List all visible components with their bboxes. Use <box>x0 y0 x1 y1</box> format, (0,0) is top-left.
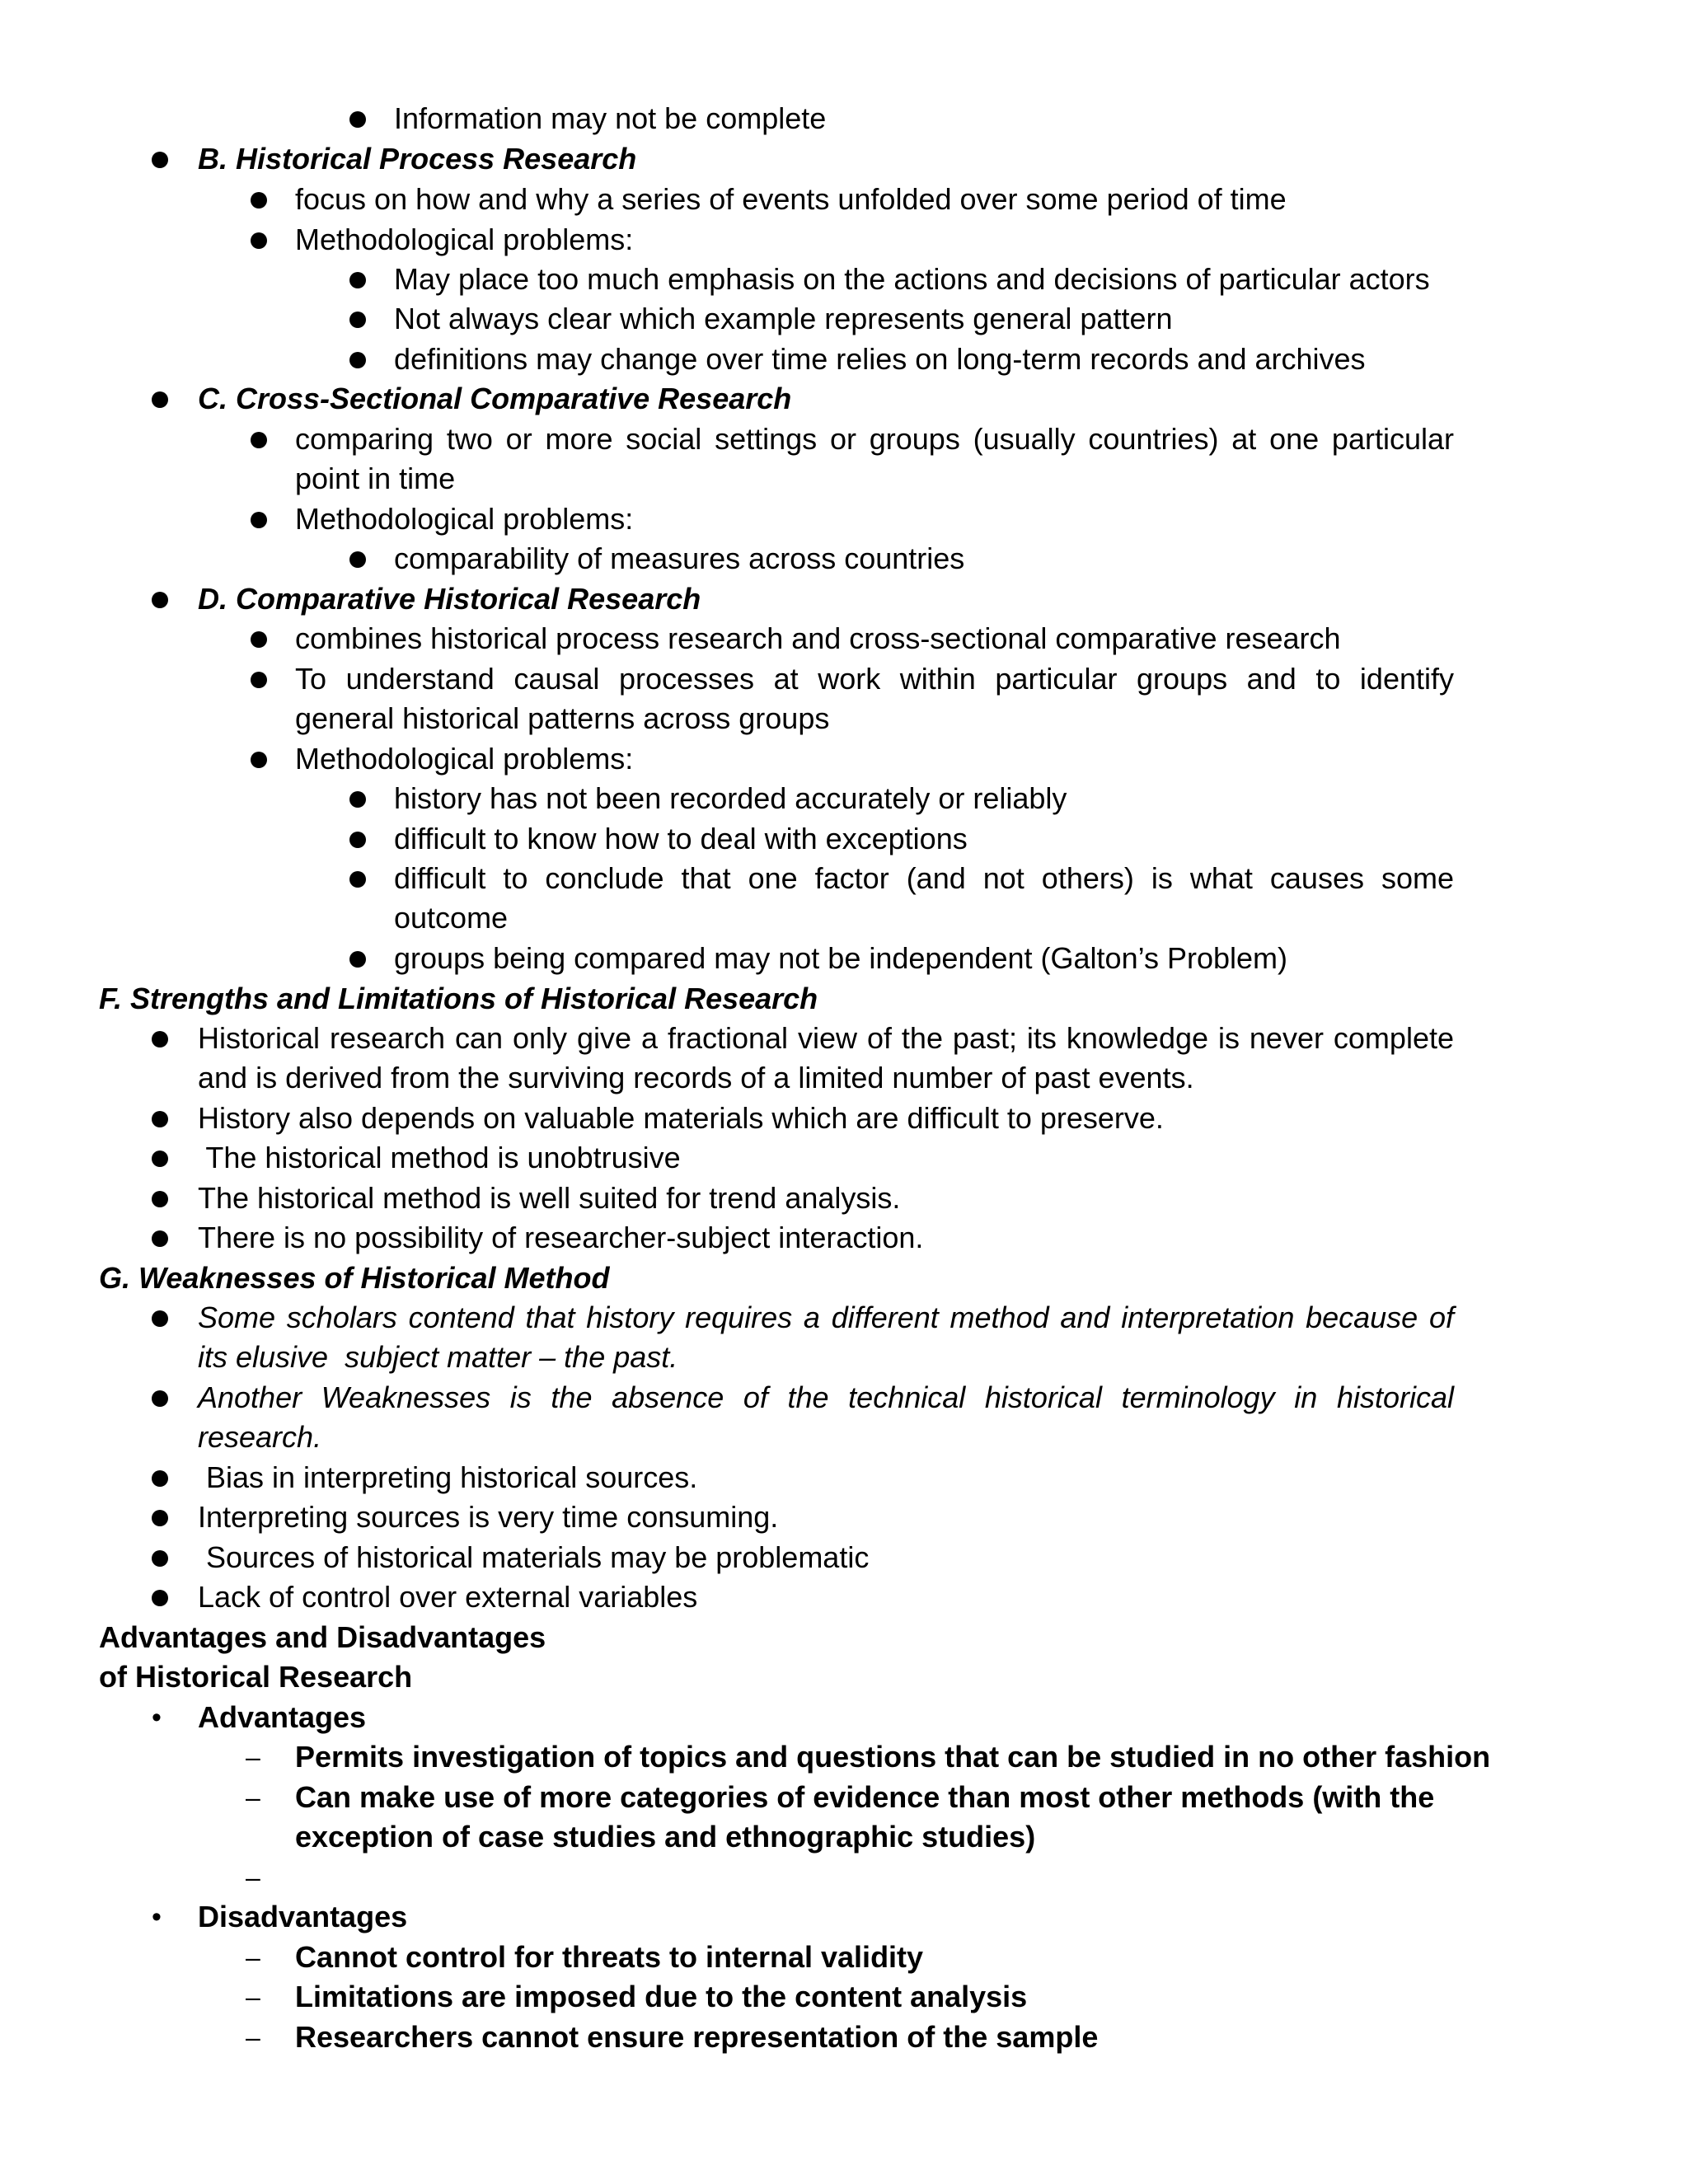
list-item: difficult to know how to deal with exceptions <box>394 822 968 855</box>
list-item: To understand causal processes at work within particular groups and to identify <box>295 662 1454 696</box>
list-item-continuation: general historical patterns across groups <box>295 701 830 735</box>
list-item: Methodological problems: <box>295 223 634 256</box>
small-bullet-icon: • <box>152 1901 162 1933</box>
list-item: Advantages <box>198 1700 367 1734</box>
bullet-icon <box>349 791 366 808</box>
bullet-icon <box>152 1390 168 1407</box>
dash-icon: – <box>246 1863 260 1892</box>
list-item: May place too much emphasis on the actions and decisions of particular actors <box>394 262 1430 296</box>
bullet-icon <box>251 232 267 249</box>
bullet-icon <box>349 951 366 968</box>
section-heading-continuation: of Historical Research <box>99 1660 413 1694</box>
list-item: history has not been recorded accurately or reliably <box>394 781 1067 815</box>
list-item: Can make use of more categories of evidence than most other methods (with the <box>295 1780 1435 1814</box>
bullet-icon <box>152 1550 168 1567</box>
bullet-icon <box>251 752 267 768</box>
dash-icon: – <box>246 2022 260 2052</box>
list-item: definitions may change over time relies on long-term records and archives <box>394 342 1366 376</box>
bullet-icon <box>152 152 168 168</box>
list-item-continuation: point in time <box>295 462 456 495</box>
bullet-icon <box>349 352 366 368</box>
section-heading: Advantages and Disadvantages <box>99 1620 546 1654</box>
list-item: Interpreting sources is very time consuming. <box>198 1500 779 1534</box>
list-item: Methodological problems: <box>295 502 634 536</box>
list-item: History also depends on valuable materials which are difficult to preserve. <box>198 1101 1164 1135</box>
list-item: Bias in interpreting historical sources. <box>198 1460 698 1494</box>
bullet-icon <box>152 1470 168 1487</box>
list-item-continuation: research. <box>198 1420 322 1454</box>
bullet-icon <box>152 1230 168 1247</box>
bullet-icon <box>251 631 267 648</box>
bullet-icon <box>251 192 267 209</box>
list-item: Disadvantages <box>198 1900 408 1933</box>
bullet-icon <box>152 1510 168 1526</box>
list-item: Not always clear which example represents general pattern <box>394 302 1173 335</box>
subsection-heading: C. Cross-Sectional Comparative Research <box>198 382 792 415</box>
list-item: There is no possibility of researcher-subject interaction. <box>198 1221 924 1254</box>
list-item: comparability of measures across countries <box>394 541 965 575</box>
bullet-icon <box>152 1031 168 1047</box>
bullet-icon <box>152 592 168 608</box>
bullet-icon <box>152 391 168 408</box>
bullet-icon <box>349 871 366 888</box>
list-item: comparing two or more social settings or groups (usually countries) at one particular <box>295 422 1454 456</box>
list-item-continuation: and is derived from the surviving records of a limited number of past events. <box>198 1061 1194 1094</box>
dash-icon: – <box>246 1982 260 2012</box>
list-item-continuation: exception of case studies and ethnographic studies) <box>295 1820 1036 1854</box>
list-item: combines historical process research and cross-sectional comparative research <box>295 621 1341 655</box>
bullet-icon <box>152 1111 168 1127</box>
section-heading: G. Weaknesses of Historical Method <box>99 1261 610 1295</box>
list-item: Historical research can only give a fractional view of the past; its knowledge is never complete <box>198 1021 1454 1055</box>
list-item: The historical method is unobtrusive <box>198 1141 681 1174</box>
list-item: Permits investigation of topics and questions that can be studied in no other fashion <box>295 1740 1491 1774</box>
list-item: difficult to conclude that one factor (and not others) is what causes some <box>394 861 1454 895</box>
bullet-icon <box>251 512 267 528</box>
list-item: Cannot control for threats to internal validity <box>295 1940 924 1974</box>
dash-icon: – <box>246 1943 260 1972</box>
dash-icon: – <box>246 1742 260 1772</box>
list-item: The historical method is well suited for trend analysis. <box>198 1181 901 1215</box>
bullet-icon <box>349 111 366 128</box>
small-bullet-icon: • <box>152 1702 162 1733</box>
bullet-icon <box>152 1191 168 1207</box>
list-item-continuation: outcome <box>394 901 509 935</box>
bullet-icon <box>349 832 366 848</box>
list-item: Another Weaknesses is the absence of the technical historical terminology in historical <box>198 1380 1454 1414</box>
bullet-icon <box>251 432 267 448</box>
subsection-heading: B. Historical Process Research <box>198 142 637 176</box>
bullet-icon <box>251 672 267 688</box>
dash-icon: – <box>246 1783 260 1812</box>
list-item: Some scholars contend that history requires a different method and interpretation because of <box>198 1301 1454 1334</box>
list-item: Researchers cannot ensure representation of the sample <box>295 2020 1099 2054</box>
list-item: Methodological problems: <box>295 742 634 776</box>
list-item: Limitations are imposed due to the content analysis <box>295 1980 1028 2013</box>
bullet-icon <box>349 312 366 328</box>
bullet-icon <box>349 551 366 568</box>
bullet-icon <box>152 1151 168 1167</box>
list-item: Sources of historical materials may be problematic <box>198 1540 870 1574</box>
subsection-heading: D. Comparative Historical Research <box>198 582 701 616</box>
list-item: Information may not be complete <box>394 101 827 135</box>
bullet-icon <box>349 272 366 288</box>
list-item: groups being compared may not be independent (Galton’s Problem) <box>394 941 1287 975</box>
list-item-continuation: its elusive subject matter – the past. <box>198 1340 678 1374</box>
bullet-icon <box>152 1310 168 1327</box>
list-item: focus on how and why a series of events unfolded over some period of time <box>295 182 1287 216</box>
section-heading: F. Strengths and Limitations of Historical Research <box>99 982 818 1015</box>
bullet-icon <box>152 1590 168 1606</box>
list-item: Lack of control over external variables <box>198 1580 698 1614</box>
